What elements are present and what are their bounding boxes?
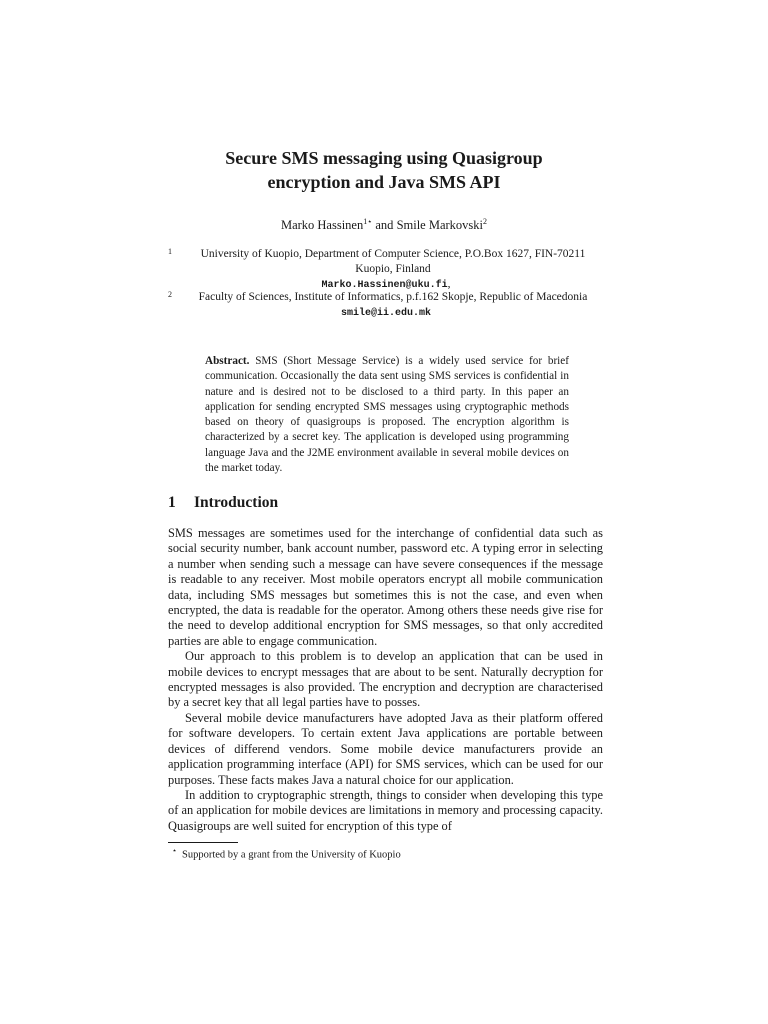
paragraph: In addition to cryptographic strength, things to consider when developing this type of an application for mobile devices are limitations in memory and processing capacity. Quasigroups are well suited for encryption of this type of xyxy=(168,787,603,833)
footnote-mark: ⋆ xyxy=(172,846,178,855)
paragraph: Several mobile device manufacturers have adopted Java as their platform offered for software developers. To certain extent Java applications are portable between devices of differend vendors. Some mobile device manufacturers provide an application programming interface (API) for SMS services, which can be used for our purposes. These facts makes Java a natural choice for our application. xyxy=(168,710,603,787)
footnote xyxy=(172,846,401,861)
affiliation-email-line xyxy=(168,305,604,321)
abstract-label: Abstract. xyxy=(205,355,250,367)
email-link[interactable]: Marko.Hassinen@uku.fi xyxy=(321,280,448,291)
author-1: Marko Hassinen xyxy=(280,218,364,232)
abstract xyxy=(205,354,569,476)
email-suffix: , xyxy=(447,278,451,290)
paragraph: Our approach to this problem is to develop an application that can be used in mobile devices to encrypt messages that are about to be sent. Naturally decryption for encrypted messages is also provided. The encryption and decryption are characterised by a secret key that all legal parties have to posses. xyxy=(168,649,603,710)
abstract-text: SMS (Short Message Service) is a widely used service for brief communication. Occasionally the data sent using SMS services is confidential in nature and is desired not to be disclosed to a third party. In this paper an application for sending encrypted SMS messages using cryptographic methods based on theory of quasigroups is proposed. The encryption algorithm is characterized by a secret key. The application is developed using programming language Java and the J2ME environment available in several mobile devices on the market today. xyxy=(205,355,569,475)
affiliation-number: 2 xyxy=(168,290,172,299)
section-number: 1 xyxy=(168,494,176,511)
affiliation-1 xyxy=(168,247,604,293)
affiliation-2 xyxy=(168,290,604,321)
author-1-marks: 1⋆ xyxy=(363,216,373,226)
title-line-2: encryption and Java SMS API xyxy=(267,172,501,192)
paper-title xyxy=(0,146,768,194)
title-line-1: Secure SMS messaging using Quasigroup xyxy=(225,148,543,168)
email-link[interactable]: smile@ii.edu.mk xyxy=(340,308,431,319)
paragraph: SMS messages are sometimes used for the interchange of confidential data such as social security number, bank account number, password etc. A typing error in selecting a number when sending such a message can have severe consequences if the message is readable to any receiver. Most mobile operators encrypt all mobile communication data, including SMS messages but sometimes this is not the case, and even when encrypted, the data is readable for the operator. Among others these needs give rise for the need to develop additional encryption for SMS messages, so that only accredited parties are able to engage communication. xyxy=(168,526,603,648)
author-2-mark: 2 xyxy=(483,216,488,226)
section-title: Introduction xyxy=(194,494,279,511)
affiliation-text: Faculty of Sciences, Institute of Informatics, p.f.162 Skopje, Republic of Macedonia xyxy=(198,291,588,303)
footnote-text: Supported by a grant from the University of Kuopio xyxy=(182,849,401,861)
affiliation-text: University of Kuopio, Department of Computer Science, P.O.Box 1627, FIN-70211 Kuopio, Finland xyxy=(200,248,586,275)
footnote-divider xyxy=(168,842,238,843)
author-list xyxy=(0,218,768,233)
section-body xyxy=(168,526,603,834)
author-2: Smile Markovski xyxy=(396,218,484,232)
section-heading xyxy=(168,494,278,512)
author-join: and xyxy=(372,218,397,232)
affiliation-number: 1 xyxy=(168,247,172,256)
